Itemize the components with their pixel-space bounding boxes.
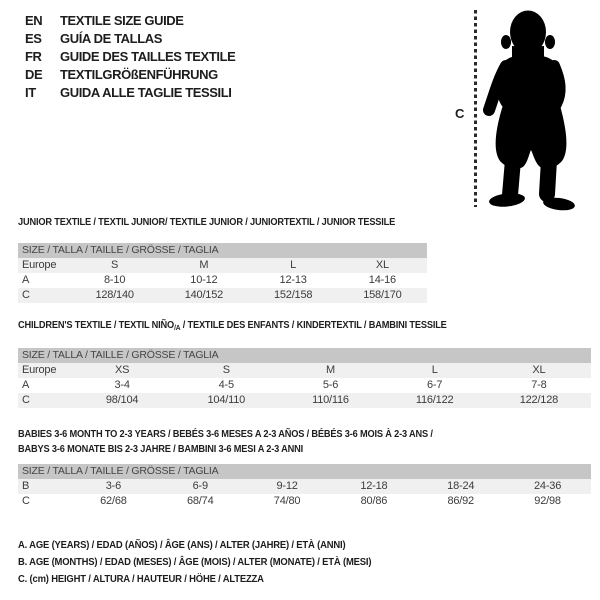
- table-row: [18, 393, 591, 408]
- size-cell: 9-12: [244, 479, 331, 494]
- height-measure-label: C: [455, 106, 465, 121]
- size-cell: 3-4: [114, 379, 130, 391]
- table-row: [18, 378, 591, 393]
- size-cell: 8-10: [104, 274, 126, 286]
- footnote-line: C. (cm) HEIGHT / ALTURA / HAUTEUR / HÖHE / ALTEZZA: [18, 573, 264, 585]
- language-code: ES: [25, 30, 42, 46]
- size-cell: 110/116: [278, 393, 382, 408]
- size-cell: 7-8: [531, 379, 547, 391]
- size-cell: 128/140: [70, 288, 159, 303]
- section-title: JUNIOR TEXTILE / TEXTIL JUNIOR/ TEXTILE JUNIOR / JUNIORTEXTIL / JUNIOR TESSILE: [18, 216, 396, 228]
- section-children-textile: [18, 319, 591, 408]
- size-cell: 86/92: [447, 495, 474, 507]
- table-row: [18, 479, 591, 494]
- language-code: IT: [25, 84, 36, 100]
- language-code: DE: [25, 66, 43, 82]
- row-label: B: [18, 479, 70, 494]
- size-cell: S: [70, 258, 159, 273]
- language-row: [25, 29, 235, 47]
- size-cell: 14-16: [368, 274, 396, 286]
- size-cell: 92/98: [534, 495, 561, 507]
- language-code: FR: [25, 48, 42, 64]
- size-cell: 4-5: [218, 379, 234, 391]
- table-row: [18, 363, 591, 378]
- section-title: CHILDREN'S TEXTILE / TEXTIL $NIÑO_{/A}$ / TEXTILE DES ENFANTS / KINDERTEXTIL / BAMBINI TESSILE: [18, 319, 447, 332]
- language-title: GUIDA ALLE TAGLIE TESSILI: [60, 84, 232, 100]
- language-title: GUIDE DES TAILLES TEXTILE: [60, 48, 236, 64]
- language-row: [25, 11, 235, 29]
- size-cell: 122/128: [487, 393, 591, 408]
- size-header-bar: SIZE / TALLA / TAILLE / GRÖSSE / TAGLIA: [18, 348, 591, 363]
- size-cell: M: [278, 363, 382, 378]
- size-cell: 158/170: [338, 288, 427, 303]
- section-title: BABIES 3-6 MONTH TO 2-3 YEARS / BEBÉS 3-6 MESES A 2-3 AÑOS / BÉBÉS 3-6 MOIS À 2-3 ANS / BABYS 3-6 MONATE BIS 2-3 JAHRE / BAMBINI 3-6 MESI A 2-3 ANNI: [18, 428, 433, 455]
- table-row: [18, 494, 591, 509]
- size-cell: 152/158: [249, 288, 338, 303]
- language-row: [25, 47, 235, 65]
- language-code: EN: [25, 12, 43, 28]
- size-cell: M: [159, 258, 248, 273]
- size-cell: 10-12: [190, 274, 218, 286]
- size-cell: 140/152: [159, 288, 248, 303]
- row-label: Europe: [18, 258, 70, 273]
- language-header: [25, 11, 235, 101]
- size-cell: 5-6: [322, 379, 339, 391]
- size-cell: 68/74: [186, 495, 214, 507]
- size-cell: S: [174, 363, 278, 378]
- footnotes: [18, 537, 411, 588]
- section-babies-textile: [18, 427, 591, 509]
- row-label: C: [18, 393, 70, 408]
- size-cell: 74/80: [273, 495, 301, 507]
- size-cell: 62/68: [100, 495, 127, 507]
- language-row: [25, 83, 235, 101]
- size-header-bar: SIZE / TALLA / TAILLE / GRÖSSE / TAGLIA: [18, 464, 591, 479]
- row-label: A: [22, 274, 30, 286]
- babies-size-table: [18, 479, 591, 509]
- row-label: A: [22, 379, 30, 391]
- size-cell: 104/110: [174, 393, 278, 408]
- size-cell: 24-36: [504, 479, 591, 494]
- footnote-line: A. AGE (YEARS) / EDAD (AÑOS) / ÂGE (ANS) / ALTER (JAHRE) / ETÀ (ANNI): [18, 539, 346, 551]
- size-cell: 12-18: [330, 479, 417, 494]
- children-size-table: [18, 363, 591, 408]
- table-row: [18, 258, 427, 273]
- size-cell: XL: [338, 258, 427, 273]
- size-cell: 12-13: [279, 274, 307, 286]
- size-cell: 18-24: [417, 479, 504, 494]
- size-cell: L: [249, 258, 338, 273]
- table-row: [18, 273, 427, 288]
- size-cell: 3-6: [70, 479, 157, 494]
- size-header-bar: SIZE / TALLA / TAILLE / GRÖSSE / TAGLIA: [18, 243, 427, 258]
- language-row: [25, 65, 235, 83]
- row-label: C: [22, 495, 30, 507]
- junior-size-table: [18, 258, 427, 303]
- size-cell: XS: [70, 363, 174, 378]
- language-title: TEXTILGRÖßENFÜHRUNG: [60, 66, 218, 82]
- size-cell: 98/104: [70, 393, 174, 408]
- section-junior-textile: [18, 216, 427, 303]
- height-measure-dashed-line: [474, 10, 477, 207]
- size-cell: 6-7: [427, 379, 443, 391]
- row-label: C: [18, 288, 70, 303]
- table-row: [18, 288, 427, 303]
- language-title: TEXTILE SIZE GUIDE: [60, 12, 184, 28]
- baby-silhouette: [482, 4, 600, 214]
- size-cell: L: [383, 363, 487, 378]
- language-title: GUÍA DE TALLAS: [60, 30, 163, 46]
- size-cell: XL: [487, 363, 591, 378]
- size-cell: 116/122: [383, 393, 487, 408]
- size-cell: 6-9: [157, 479, 244, 494]
- size-cell: 80/86: [360, 495, 388, 507]
- row-label: Europe: [18, 363, 70, 378]
- footnote-line: B. AGE (MONTHS) / EDAD (MESES) / ÂGE (MOIS) / ALTER (MONATE) / ETÀ (MESI): [18, 556, 372, 568]
